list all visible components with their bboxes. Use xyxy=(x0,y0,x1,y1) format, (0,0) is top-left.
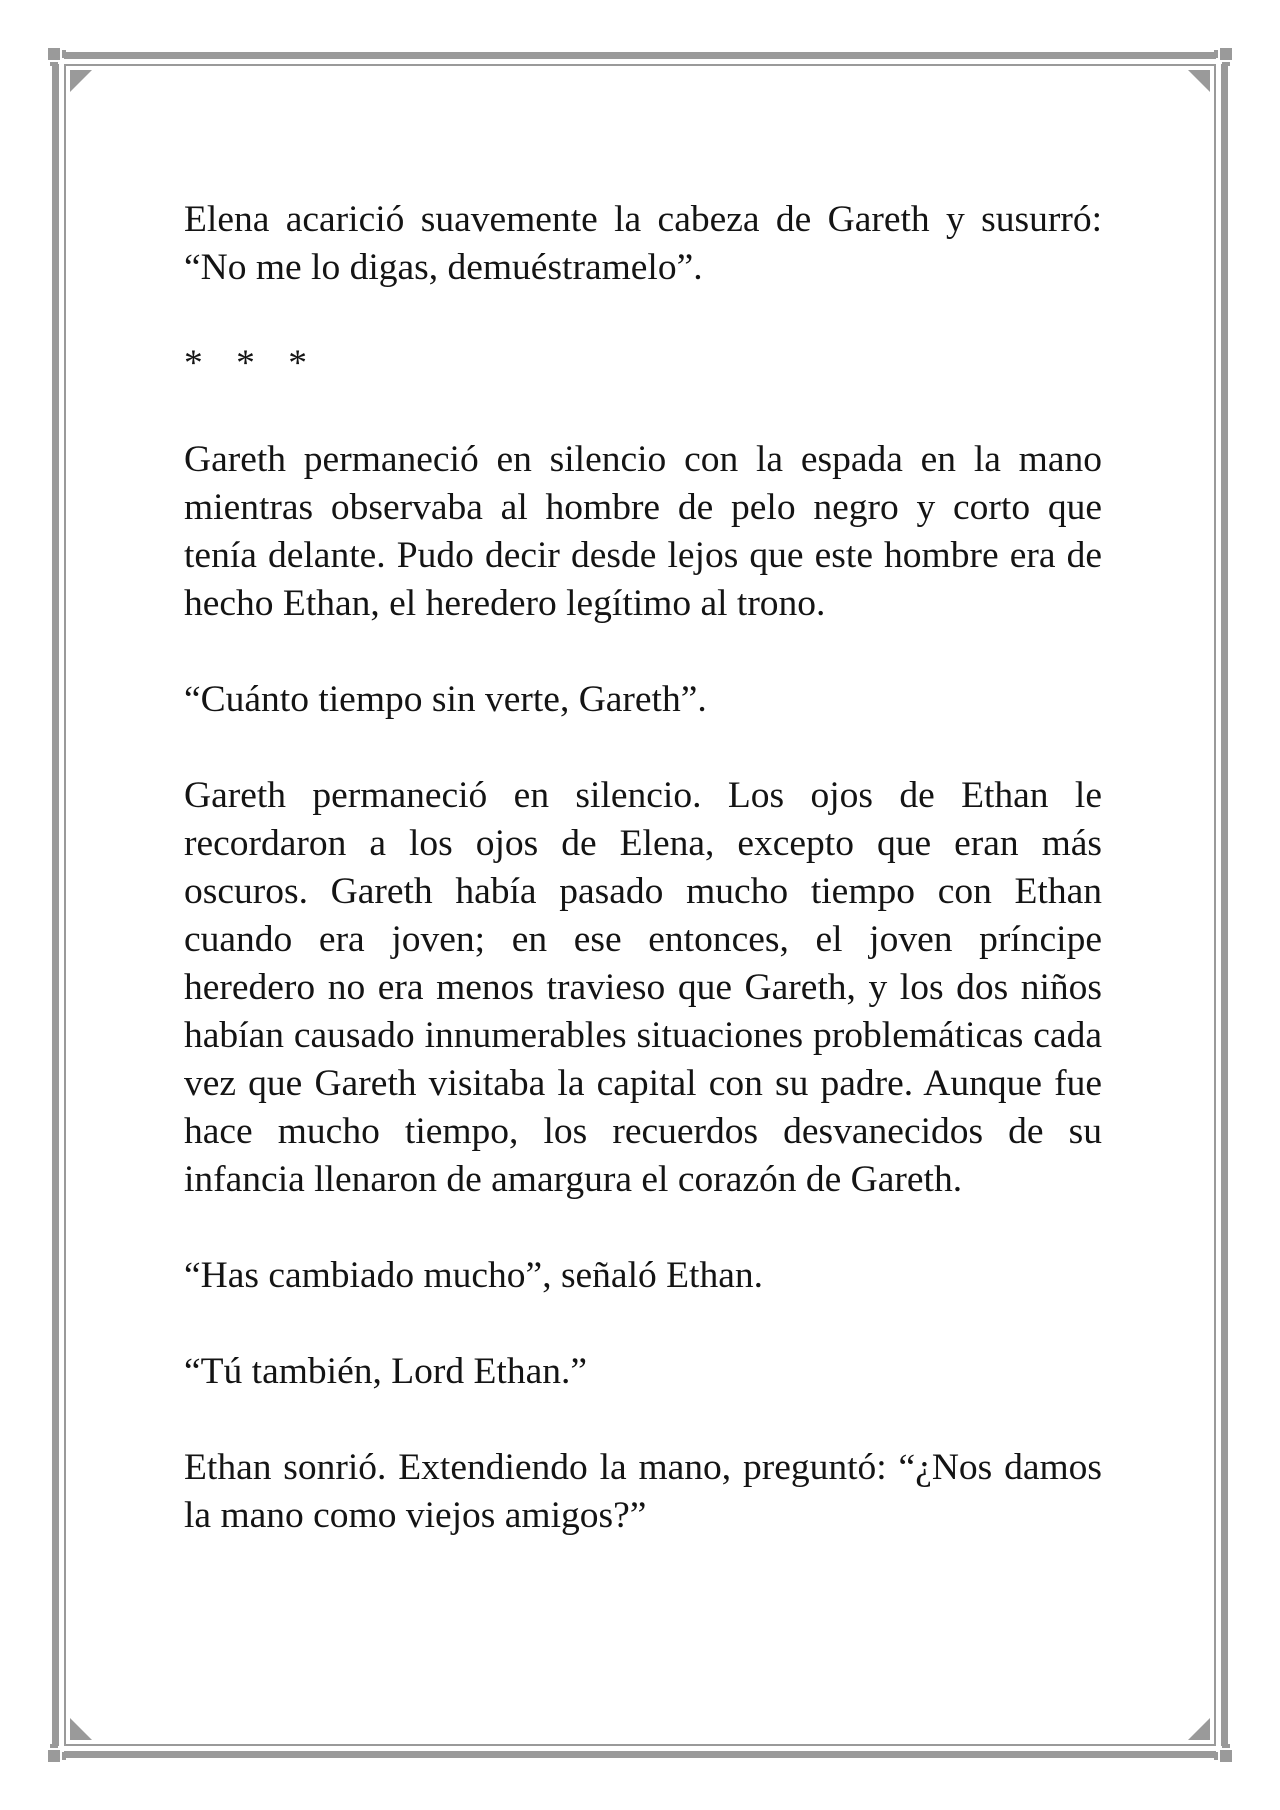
paragraph: Gareth permaneció en silencio. Los ojos de Ethan le recordaron a los ojos de Elena, excepto que eran más oscuros. Gareth había pasado mucho tiempo con Ethan cuando era joven; en ese entonces, el joven príncipe heredero no era menos travieso que Gareth, y los dos niños habían causado innumerables situaciones problemáticas cada vez que Gareth visitaba la capital con su padre. Aunque fue hace mucho tiempo, los recuerdos desvanecidos de su infancia llenaron de amargura el corazón de Gareth. xyxy=(184,775,1102,1200)
paragraph: “Has cambiado mucho”, señaló Ethan. xyxy=(184,1255,763,1296)
paragraph: “Cuánto tiempo sin verte, Gareth”. xyxy=(184,679,707,720)
page-text-body xyxy=(184,196,1102,1540)
paragraph: Gareth permaneció en silencio con la espada en la mano mientras observaba al hombre de pelo negro y corto que tenía delante. Pudo decir desde lejos que este hombre era de hecho Ethan, el heredero legítimo al trono. xyxy=(184,439,1102,624)
paragraph: Elena acarició suavemente la cabeza de Gareth y susurró: “No me lo digas, demuéstramelo”. xyxy=(184,199,1102,288)
paragraph: Ethan sonrió. Extendiendo la mano, preguntó: “¿Nos damos la mano como viejos amigos?” xyxy=(184,1447,1102,1536)
paragraph: “Tú también, Lord Ethan.” xyxy=(184,1351,587,1392)
scene-break: * * * xyxy=(184,343,319,384)
